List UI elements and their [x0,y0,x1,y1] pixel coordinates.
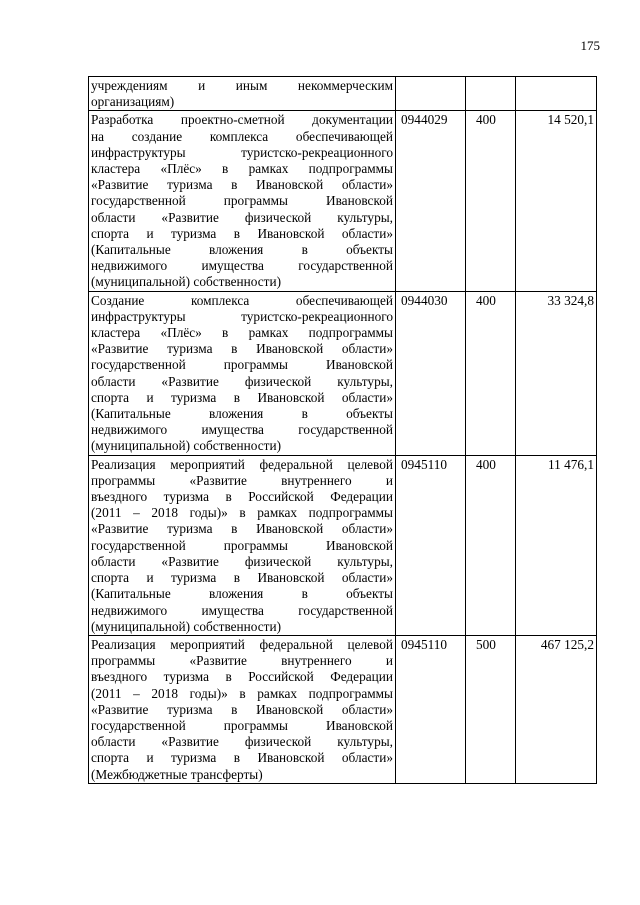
expense-name-line: организациям) [91,94,175,110]
expense-name-line: спорта и туризма в Ивановской области» [91,570,393,586]
expense-name-cell [89,635,396,783]
target-article-code-cell: 0945110 [396,635,466,783]
expense-name-line: области «Развитие физической культуры, [91,553,393,569]
target-article-code-cell [396,77,466,111]
expense-name-line: (2011 – 2018 годы)» в рамках подпрограммы [91,505,393,521]
table-row [89,111,597,291]
amount-cell: 467 125,2 [516,635,597,783]
expense-name-line: (муниципальной) собственности) [91,618,282,634]
expense-name-line: спорта и туризма в Ивановской области» [91,225,393,241]
expense-type-cell [466,77,516,111]
expense-name-line: Создание комплекса обеспечивающей [91,292,393,308]
expense-name-cell [89,111,396,291]
expense-name-cell [89,291,396,455]
expense-name-line: спорта и туризма в Ивановской области» [91,750,393,766]
expense-name-line: кластера «Плёс» в рамках подпрограммы [91,161,393,177]
table-row [89,291,597,455]
expense-name-line: инфраструктуры туристско-рекреационного [91,308,393,324]
expense-name-line: государственной программы Ивановской [91,537,393,553]
expense-name-line: учреждениям и иным некоммерческим [91,78,393,93]
expense-name-line: программы «Развитие внутреннего и [91,472,393,488]
expense-name-line: (муниципальной) собственности) [91,438,282,454]
expense-type-cell: 500 [466,635,516,783]
expense-name-line: области «Развитие физической культуры, [91,734,393,750]
expense-name-line: (2011 – 2018 годы)» в рамках подпрограммы [91,685,393,701]
expense-name-line: инфраструктуры туристско-рекреационного [91,144,393,160]
expense-name-line: Реализация мероприятий федеральной целевой [91,456,393,472]
expense-name-line: на создание комплекса обеспечивающей [91,128,393,144]
expense-name-line: Реализация мероприятий федеральной целевой [91,636,393,652]
expense-name-line: государственной программы Ивановской [91,357,393,373]
expense-name-line: «Развитие туризма в Ивановской области» [91,177,393,193]
expense-name-line: недвижимого имущества государственной [91,602,393,618]
budget-table-body [89,77,597,784]
table-row [89,455,597,635]
expense-name-line: (муниципальной) собственности) [91,274,282,290]
amount-cell: 11 476,1 [516,455,597,635]
expense-name-line: (Капитальные вложения в объекты [91,586,393,602]
target-article-code-cell: 0944030 [396,291,466,455]
amount-cell: 33 324,8 [516,291,597,455]
expense-name-line: кластера «Плёс» в рамках подпрограммы [91,325,393,341]
expense-name-line: Разработка проектно-сметной документации [91,112,393,128]
page-number: 175 [580,38,600,53]
amount-cell [516,77,597,111]
table-row [89,635,597,783]
expense-type-cell: 400 [466,455,516,635]
expense-type-cell: 400 [466,111,516,291]
expense-name-cell [89,77,396,111]
expense-name-cell [89,455,396,635]
expense-name-line: программы «Развитие внутреннего и [91,653,393,669]
expense-name-line: государственной программы Ивановской [91,193,393,209]
expense-name-line: «Развитие туризма в Ивановской области» [91,341,393,357]
expense-name-line: недвижимого имущества государственной [91,258,393,274]
target-article-code-cell: 0944029 [396,111,466,291]
expense-name-line: области «Развитие физической культуры, [91,373,393,389]
expense-name-line: недвижимого имущества государственной [91,422,393,438]
expense-name-line: въездного туризма в Российской Федерации [91,669,393,685]
expense-name-line: (Межбюджетные трансферты) [91,766,263,782]
expense-name-line: области «Развитие физической культуры, [91,209,393,225]
table-row [89,77,597,111]
amount-cell: 14 520,1 [516,111,597,291]
expense-name-line: «Развитие туризма в Ивановской области» [91,521,393,537]
expense-type-cell: 400 [466,291,516,455]
expense-name-line: (Капитальные вложения в объекты [91,406,393,422]
expense-name-line: «Развитие туризма в Ивановской области» [91,701,393,717]
budget-table [88,76,597,784]
expense-name-line: спорта и туризма в Ивановской области» [91,389,393,405]
expense-name-line: государственной программы Ивановской [91,717,393,733]
expense-name-line: (Капитальные вложения в объекты [91,242,393,258]
target-article-code-cell: 0945110 [396,455,466,635]
expense-name-line: въездного туризма в Российской Федерации [91,489,393,505]
